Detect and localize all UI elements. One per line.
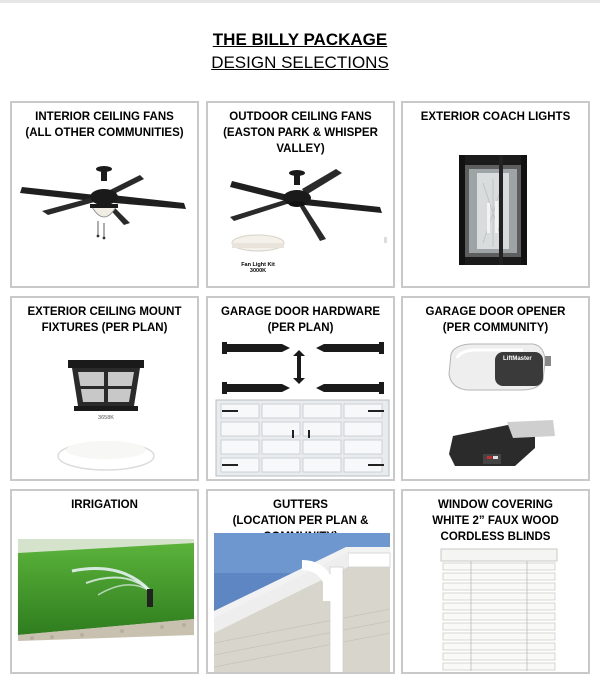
card-title: GUTTERS (LOCATION PER PLAN &	[232, 499, 369, 527]
fixture-model-caption: 3658K	[98, 415, 114, 421]
card-irrigation	[10, 489, 199, 674]
card-gutters	[206, 489, 395, 674]
card-title: EXTERIOR COACH LIGHTS	[420, 111, 571, 123]
ceiling-fan-with-light-icon	[12, 103, 199, 288]
card-title: INTERIOR CEILING FANS (ALL OTHER COMMUNITIES)	[25, 111, 184, 139]
card-title: GARAGE DOOR OPENER (PER COMMUNITY)	[425, 306, 566, 334]
coach-light-icon	[403, 103, 590, 288]
card-window-covering	[401, 489, 590, 674]
card-title: GARAGE DOOR HARDWARE (PER PLAN)	[220, 306, 381, 334]
page-title: THE BILLY PACKAGE	[212, 30, 388, 49]
ceiling-mount-fixture-icon	[12, 298, 199, 481]
page-subtitle: DESIGN SELECTIONS	[211, 53, 389, 72]
outdoor-ceiling-fan-icon	[208, 103, 395, 288]
card-outdoor-ceiling-fans	[206, 101, 395, 288]
card-title: OUTDOOR CEILING FANS (EASTON PARK & WHISPER VALLEY)	[223, 111, 378, 155]
light-kit-caption: Fan Light Kit 3000K	[241, 262, 275, 274]
window-blinds-icon	[403, 491, 590, 674]
card-exterior-coach-lights	[401, 101, 590, 288]
card-title: WINDOW COVERING WHITE 2” FAUX WOOD CORDLESS BLINDS	[432, 499, 559, 543]
opener-brand-label: LiftMaster	[503, 356, 532, 362]
sprinkler-lawn-icon	[12, 491, 199, 674]
card-garage-door-opener	[401, 296, 590, 481]
garage-door-opener-icon	[403, 298, 590, 481]
gutter-icon	[208, 491, 395, 674]
card-interior-ceiling-fans	[10, 101, 199, 288]
card-exterior-ceiling-mount-fixtures	[10, 296, 199, 481]
top-divider	[0, 0, 600, 3]
garage-door-icon	[208, 298, 395, 481]
card-title: EXTERIOR CEILING MOUNT FIXTURES (PER PLAN)	[27, 306, 182, 334]
card-title: IRRIGATION	[71, 499, 138, 511]
card-garage-door-hardware	[206, 296, 395, 481]
